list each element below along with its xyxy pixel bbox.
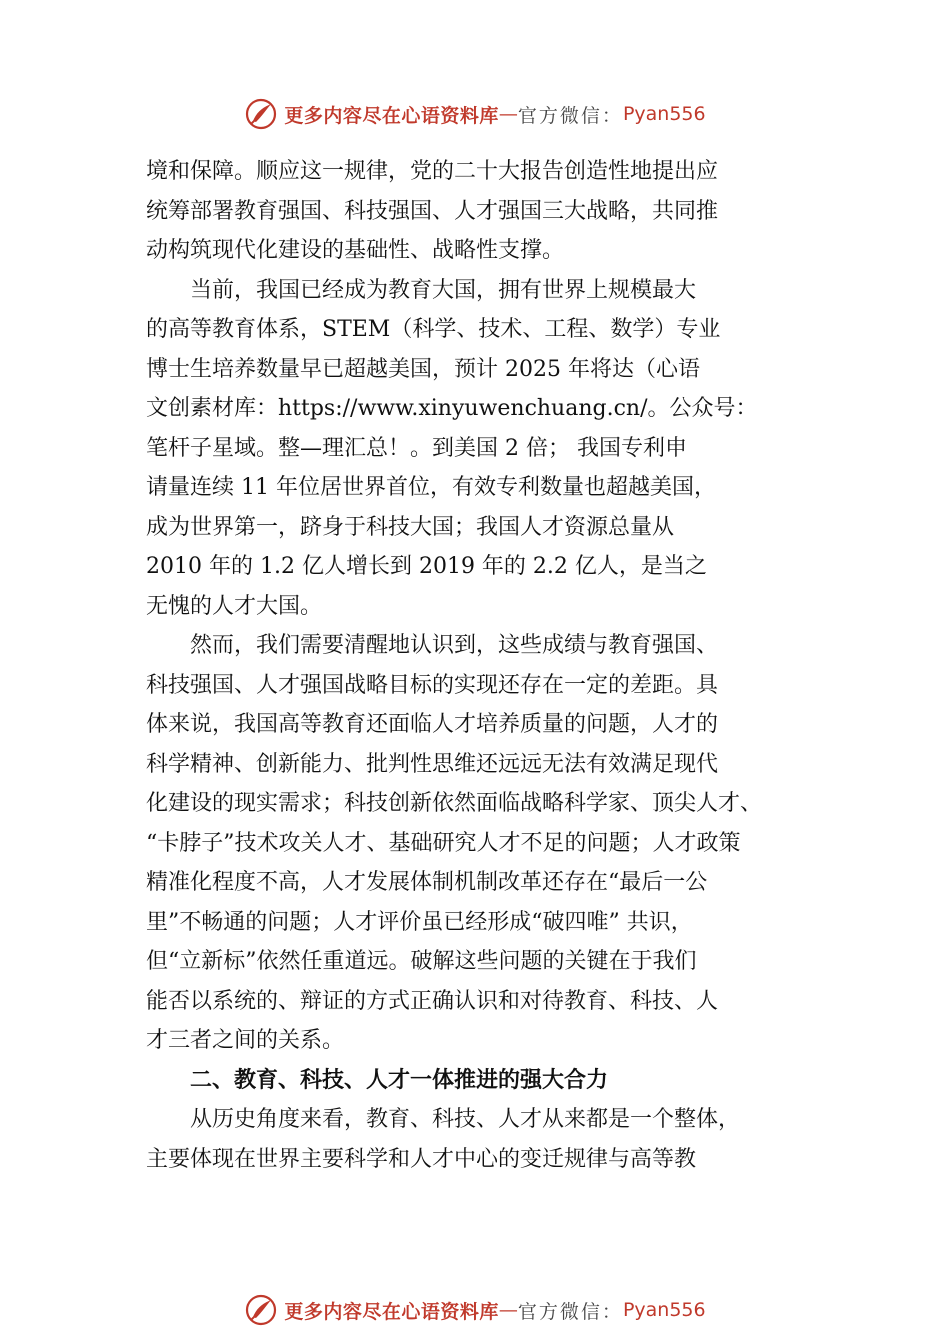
text-line: 文创素材库：https://www.xinyuwenchuang.cn/。公众号： <box>146 396 758 421</box>
banner-brand: 更多内容尽在心语资料库 <box>284 1300 499 1323</box>
text-line: 体来说，我国高等教育还面临人才培养质量的问题，人才的 <box>146 712 719 737</box>
text-line: 精准化程度不高，人才发展体制机制改革还存在“最后一公 <box>146 870 708 895</box>
banner-official: 官方微信： <box>517 104 623 127</box>
text-line: 博士生培养数量早已超越美国，预计 2025 年将达（心语 <box>146 356 700 382</box>
text-line: 从历史角度来看，教育、科技、人才从来都是一个整体， <box>190 1107 741 1132</box>
banner-official: 官方微信： <box>517 1300 623 1323</box>
logo-icon <box>244 97 278 131</box>
section-heading: 二、教育、科技、人才一体推进的强大合力 <box>190 1067 609 1093</box>
banner-wechat-id: Pyan556 <box>622 103 706 125</box>
text-line: “卡脖子”技术攻关人才、基础研究人才不足的问题；人才政策 <box>146 830 741 856</box>
banner-wechat-id: Pyan556 <box>622 1299 706 1321</box>
text-line: 但“立新标”依然任重道远。破解这些问题的关键在于我们 <box>146 949 697 974</box>
banner-dash: — <box>498 1299 518 1321</box>
text-line: 化建设的现实需求；科技创新依然面临战略科学家、顶尖人才、 <box>146 791 763 816</box>
text-line: 科技强国、人才强国战略目标的实现还存在一定的差距。具 <box>146 672 719 698</box>
text-line: 请量连续 11 年位居世界首位，有效专利数量也超越美国， <box>146 475 716 500</box>
text-line: 2010 年的 1.2 亿人增长到 2019 年的 2.2 亿人，是当之 <box>146 554 707 579</box>
text-line: 能否以系统的、辩证的方式正确认识和对待教育、科技、人 <box>146 988 719 1014</box>
text-line: 然而，我们需要清醒地认识到，这些成绩与教育强国、 <box>190 633 719 658</box>
logo-icon <box>244 1293 278 1327</box>
banner-dash: — <box>498 103 518 125</box>
text-line: 科学精神、创新能力、批判性思维还远远无法有效满足现代 <box>146 751 719 777</box>
text-line: 笔杆子星域。整—理汇总！。到美国 2 倍； 我国专利申 <box>146 435 687 461</box>
text-line: 当前，我国已经成为教育大国，拥有世界上规模最大 <box>190 277 697 303</box>
text-line: 主要体现在世界主要科学和人才中心的变迁规律与高等教 <box>146 1146 697 1172</box>
document-body <box>146 152 836 1179</box>
footer-banner <box>0 1290 950 1330</box>
text-line: 成为世界第一，跻身于科技大国；我国人才资源总量从 <box>146 514 675 540</box>
text-line: 动构筑现代化建设的基础性、战略性支撑。 <box>146 238 565 263</box>
header-banner <box>0 94 950 134</box>
text-line: 境和保障。顺应这一规律，党的二十大报告创造性地提出应 <box>146 159 719 184</box>
text-line: 里”不畅通的问题；人才评价虽已经形成“破四唯” 共识， <box>146 909 693 935</box>
text-line: 无愧的人才大国。 <box>146 593 323 619</box>
banner-brand: 更多内容尽在心语资料库 <box>284 104 499 127</box>
text-line: 统筹部署教育强国、科技强国、人才强国三大战略，共同推 <box>146 198 719 224</box>
text-line: 的高等教育体系，STEM（科学、技术、工程、数学）专业 <box>146 317 721 342</box>
text-line: 才三者之间的关系。 <box>146 1028 345 1053</box>
